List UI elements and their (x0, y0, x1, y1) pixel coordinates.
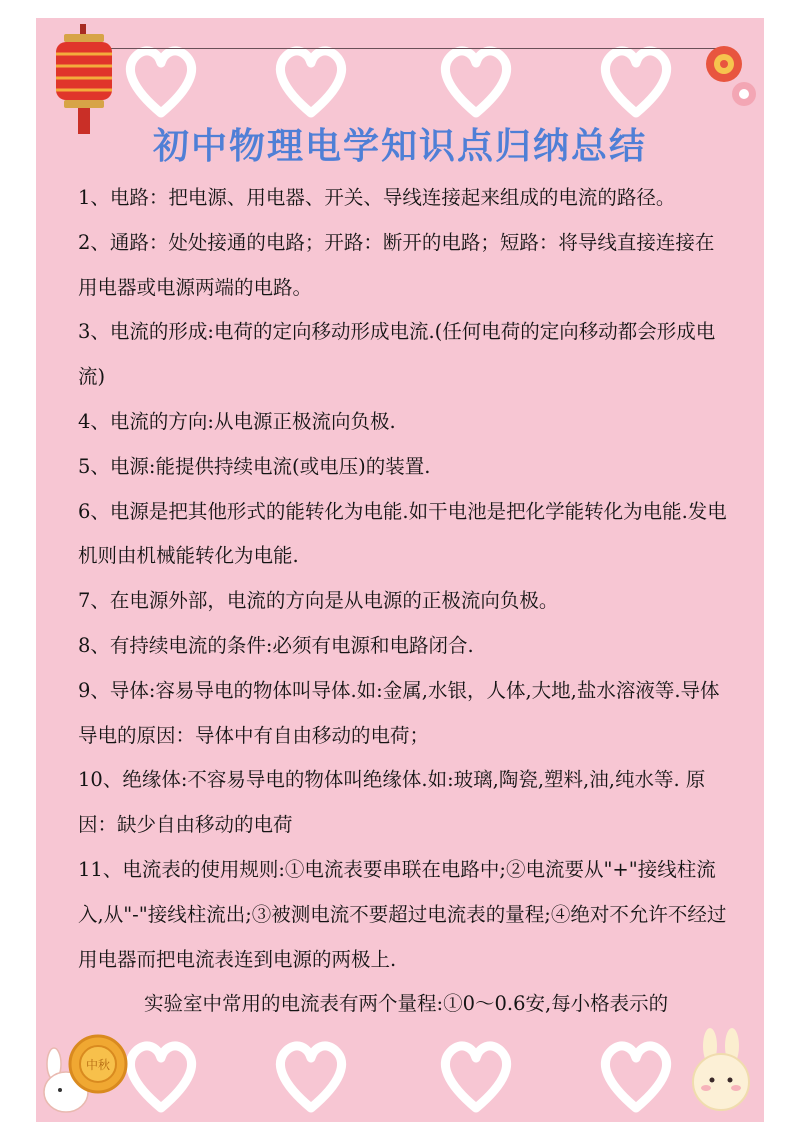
hearts-decoration-bottom (36, 1018, 764, 1122)
heart-icon (605, 1046, 666, 1108)
flower-icon (700, 42, 758, 112)
paragraph-6: 6、电源是把其他形式的能转化为电能.如干电池是把化学能转化为电能.发电机则由机械能转化为电能. (78, 499, 727, 568)
paragraph-1: 1、电路：把电源、用电器、开关、导线连接起来组成的电流的路径。 (78, 186, 676, 209)
paragraph-8: 8、有持续电流的条件:必须有电源和电路闭合. (78, 633, 474, 657)
document-body (78, 176, 728, 1027)
bunny-icon (686, 1026, 756, 1112)
heart-icon (445, 51, 506, 113)
heart-icon (445, 1046, 506, 1108)
paragraph-4: 4、电流的方向:从电源正极流向负极. (78, 409, 396, 433)
heart-icon (130, 51, 191, 113)
mooncake-text: 中秋 (85, 1058, 111, 1072)
heart-icon (280, 1046, 341, 1108)
paragraph-7: 7、在电源外部，电流的方向是从电源的正极流向负极。 (78, 589, 559, 613)
heart-icon (280, 51, 341, 113)
heart-icon (130, 1046, 191, 1108)
paragraph-12: 实验室中常用的电流表有两个量程:①0～0.6安,每小格表示的 (144, 992, 669, 1016)
top-divider-line (106, 48, 726, 49)
document-page (36, 18, 764, 1122)
heart-icon (605, 51, 666, 113)
document-title: 初中物理电学知识点归纳总结 (152, 125, 647, 167)
paragraph-5: 5、电源:能提供持续电流(或电压)的装置. (78, 454, 431, 478)
paragraph-11: 11、电流表的使用规则:①电流表要串联在电路中;②电流要从"+"接线柱流入,从"-"接线柱流出;③被测电流不要超过电流表的量程;④绝对不允许不经过用电器而把电流表连到电源的两极上. (78, 857, 727, 971)
paragraph-3: 3、电流的形成:电荷的定向移动形成电流.(任何电荷的定向移动都会形成电流) (78, 320, 716, 389)
rabbit-mooncake-decoration (36, 1028, 132, 1118)
paragraph-9: 9、导体:容易导电的物体叫导体.如:金属,水银，人体,大地,盐水溶液等.导体导电的原因：导体中有自由移动的电荷； (78, 678, 720, 747)
paragraph-10: 10、绝缘体:不容易导电的物体叫绝缘体.如:玻璃,陶瓷,塑料,油,纯水等. 原因：缺少自由移动的电荷 (78, 768, 706, 837)
paragraph-2: 2、通路：处处接通的电路；开路：断开的电路；短路：将导线直接连接在用电器或电源两端的电路。 (78, 230, 715, 299)
